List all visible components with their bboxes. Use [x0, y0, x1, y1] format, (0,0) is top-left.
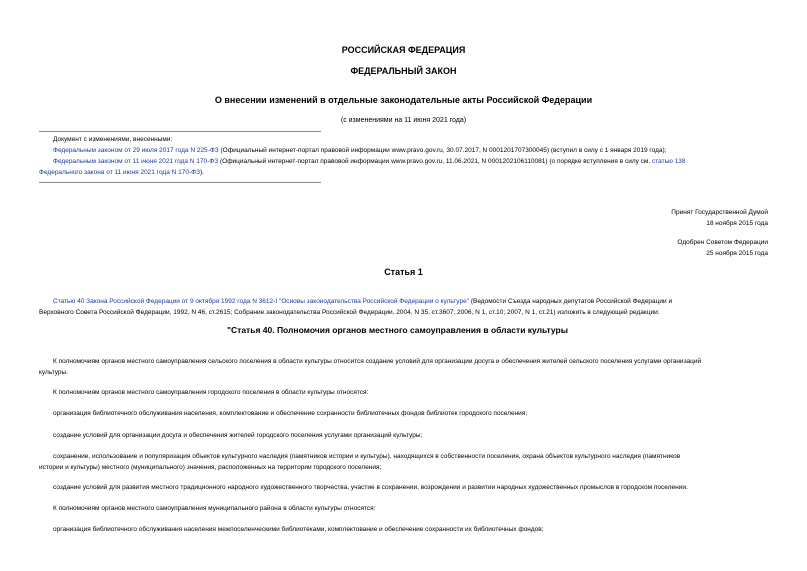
art40-p6: создание условий для развития местного традиционного народного художественного творчества, участие в сохранении, возрождении и развитии народных художественных промыслов в городском поселении.	[53, 484, 688, 491]
art40-p5-line2: истории и культуры) местного (муниципального) значения, расположенных на территории городского поселения;	[39, 464, 382, 471]
country-heading: РОССИЙСКАЯ ФЕДЕРАЦИЯ	[341, 45, 466, 55]
art40-p1-line2: культуры.	[39, 369, 69, 376]
change-2-end: ).	[200, 169, 204, 176]
art40-p5-line1: сохранение, использование и популяризация объектов культурного наследия (памятников истории и культуры), находящихся в собственности поселения, охрана объектов культурного наследия (памятников	[53, 453, 681, 460]
article-1-text-1: (Ведомости Съезда народных депутатов Российской Федерации и	[470, 298, 673, 305]
change-item-2-cont	[39, 167, 204, 178]
law-type-heading: ФЕДЕРАЛЬНЫЙ ЗАКОН	[350, 66, 457, 76]
council-block	[500, 237, 768, 259]
changes-top-rule	[39, 131, 321, 132]
art40-p7: К полномочиям органов местного самоуправления муниципального района в области культуры относятся:	[53, 505, 376, 512]
council-approved-date: 25 ноября 2015 года	[706, 250, 768, 257]
law-title: О внесении изменений в отдельные законодательные акты Российской Федерации	[214, 95, 593, 105]
changes-bottom-rule	[39, 182, 321, 183]
duma-adopted-date: 18 ноября 2015 года	[706, 220, 768, 227]
change-2-text: (Официальный интернет-портал правовой информации www.pravo.gov.ru, 11.06.2021, N 0001202106110081) (о порядке вступления в силу см.	[219, 158, 651, 165]
art40-p1-line1: К полномочиям органов местного самоуправления сельского поселения в области культуры относится создание условий для организации досуга и обеспечения жителей сельского поселения услугами организаций	[53, 358, 702, 365]
art40-p8: организация библиотечного обслуживания населения межпоселенческими библиотеками, комплектование и обеспечение сохранности их библиотечных фондов;	[53, 526, 544, 533]
changes-box	[53, 134, 773, 167]
article-1-heading: Статья 1	[384, 267, 423, 277]
change-1-text: (Официальный интернет-портал правовой информации www.pravo.gov.ru, 30.07.2017, N 0001201707300045) (вступил в силу с 1 января 2019 года);	[220, 147, 667, 154]
duma-adopted-label: Принят Государственной Думой	[671, 209, 768, 216]
art40-p3: организация библиотечного обслуживания населения, комплектование и обеспечение сохранности библиотечных фондов библиотек городского поселения;	[53, 410, 528, 417]
change-2-law-link[interactable]: Федеральным законом от 11 июня 2021 года N 170-ФЗ	[53, 158, 219, 165]
article-1-text-2: Верховного Совета Российской Федерации, 1992, N 46, ст.2615; Собрание законодательства Российской Федерации, 2004, N 35, ст.3607; 2006, N 1, ст.10; 2007, N 1, ст.21) изложить в следующей редакции:	[39, 309, 660, 316]
council-approved-label: Одобрен Советом Федерации	[677, 239, 768, 246]
art40-p2: К полномочиям органов местного самоуправления городского поселения в области культуры относятся:	[53, 389, 369, 396]
change-item-2	[53, 156, 773, 167]
edition-note: (с изменениями на 11 июня 2021 года)	[340, 117, 467, 124]
adoption-block	[500, 207, 768, 229]
art40-p4: создание условий для организации досуга и обеспечения жителей городского поселения услугами организаций культуры;	[53, 432, 423, 439]
changes-intro: Документ с изменениями, внесенными:	[53, 136, 173, 143]
change-2-law-link-2[interactable]: Федерального закона от 11 июня 2021 года N 170-ФЗ	[39, 169, 201, 176]
article-40-heading: "Статья 40. Полномочия органов местного самоуправления в области культуры	[227, 325, 568, 335]
article-40-law-link[interactable]: Статью 40 Закона Российской Федерации от 9 октября 1992 года N 3612-I "Основы законодательства Российской Федерации о культуре"	[53, 298, 470, 305]
article-1-paragraph-line1	[53, 296, 769, 307]
change-2-article-link[interactable]: статью 138	[652, 158, 686, 165]
change-1-law-link[interactable]: Федеральным законом от 29 июля 2017 года N 225-ФЗ	[53, 147, 219, 154]
change-item-1	[53, 145, 773, 156]
